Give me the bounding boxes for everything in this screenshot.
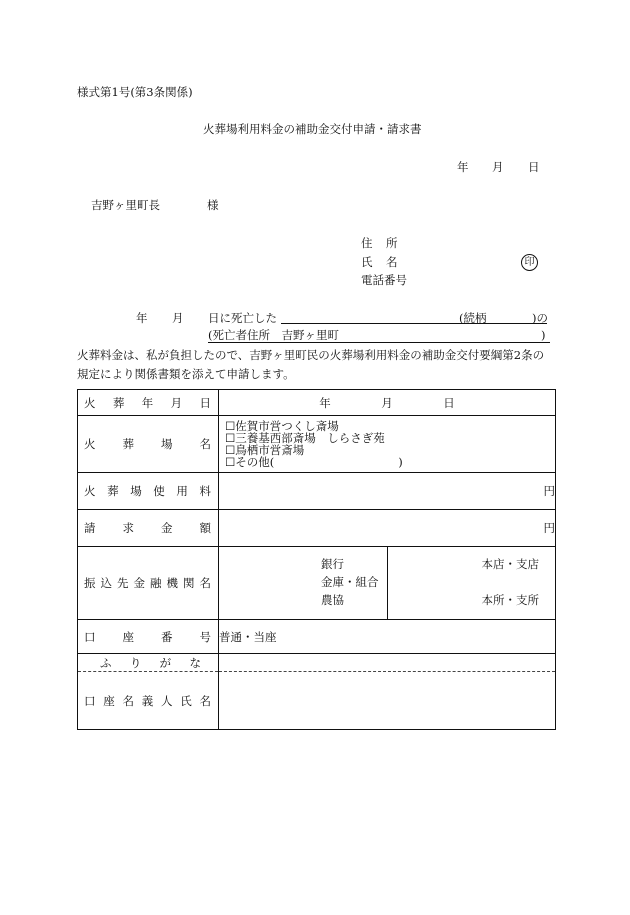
address-label: 住 所	[361, 236, 399, 250]
row-bank	[78, 547, 556, 620]
deceased-address-underline	[208, 342, 550, 343]
label-cremation-date: 火 葬 年 月 日	[78, 390, 219, 416]
field-cremation-date[interactable]: 年 月 日	[219, 390, 556, 416]
label-crematorium: 火 葬 場 名	[78, 416, 219, 473]
bank-type-bank: 銀行	[321, 557, 344, 571]
recipient-name: 吉野ヶ里町長	[91, 198, 160, 212]
date-day-label: 日	[528, 160, 540, 174]
relationship-label: (続柄	[459, 311, 487, 325]
crematorium-option-other[interactable]: ☐その他( )	[225, 455, 403, 469]
date-year-label: 年	[457, 160, 469, 174]
row-cremation-date	[78, 390, 556, 416]
row-usage-fee	[78, 473, 556, 510]
field-furigana[interactable]	[219, 654, 556, 672]
form-number: 様式第1号(第3条関係)	[77, 85, 193, 99]
label-holder-name: 口 座 名 義 人 氏 名	[78, 672, 219, 730]
phone-label: 電話番号	[361, 273, 407, 287]
deceased-address-close: )	[541, 328, 546, 342]
deceased-month-label: 月	[172, 311, 184, 325]
statement-line-1: 火葬料金は、私が負担したので、吉野ヶ里町民の火葬場利用料金の補助金交付要綱第2条の	[77, 348, 545, 362]
deceased-year-label: 年	[136, 311, 148, 325]
branch-type-top: 本店・支店	[481, 557, 539, 571]
branch-name-field[interactable]	[388, 547, 555, 619]
deceased-day-text: 日に死亡した	[208, 311, 277, 325]
field-bank	[219, 547, 556, 620]
field-usage-fee[interactable]	[219, 473, 556, 510]
deceased-name-underline	[281, 323, 547, 324]
bank-type-shinkin: 金庫・組合	[321, 575, 379, 589]
label-claim-amount: 請 求 金 額	[78, 510, 219, 547]
label-usage-fee: 火 葬 場 使 用 料	[78, 473, 219, 510]
field-account-number[interactable]	[219, 620, 556, 654]
deceased-address-label: (死亡者住所 吉野ヶ里町	[208, 328, 339, 342]
page-title: 火葬場利用料金の補助金交付申請・請求書	[203, 122, 422, 136]
relationship-close: )の	[532, 311, 548, 325]
account-type: 普通・当座	[219, 629, 277, 644]
application-table	[77, 389, 556, 730]
recipient-honorific: 様	[207, 198, 219, 212]
crematorium-option-tsukushi[interactable]: ☐佐賀市営つくし斎場	[225, 419, 339, 433]
row-holder-name	[78, 672, 556, 730]
bank-name-field[interactable]	[219, 547, 388, 619]
label-furigana: ふ り が な	[78, 654, 219, 672]
label-account-number: 口 座 番 号	[78, 620, 219, 654]
row-crematorium	[78, 416, 556, 473]
claim-amount-unit: 円	[543, 521, 555, 535]
name-label: 氏 名	[361, 255, 399, 269]
usage-fee-unit: 円	[543, 484, 555, 498]
bank-type-nokyo: 農協	[321, 593, 344, 607]
row-claim-amount	[78, 510, 556, 547]
field-holder-name[interactable]	[219, 672, 556, 730]
label-bank: 振 込 先 金 融 機 関 名	[78, 547, 219, 620]
crematorium-option-shirasagi[interactable]: ☐三養基西部斎場 しらさぎ苑	[225, 431, 385, 445]
date-month-label: 月	[492, 160, 504, 174]
crematorium-option-tosu[interactable]: ☐鳥栖市営斎場	[225, 443, 305, 457]
seal-mark: 印	[521, 254, 538, 271]
branch-type-bottom: 本所・支所	[481, 593, 539, 607]
row-account-number	[78, 620, 556, 654]
row-furigana	[78, 654, 556, 672]
field-crematorium	[219, 416, 556, 473]
field-claim-amount[interactable]	[219, 510, 556, 547]
statement-line-2: 規定により関係書類を添えて申請します。	[77, 367, 295, 381]
